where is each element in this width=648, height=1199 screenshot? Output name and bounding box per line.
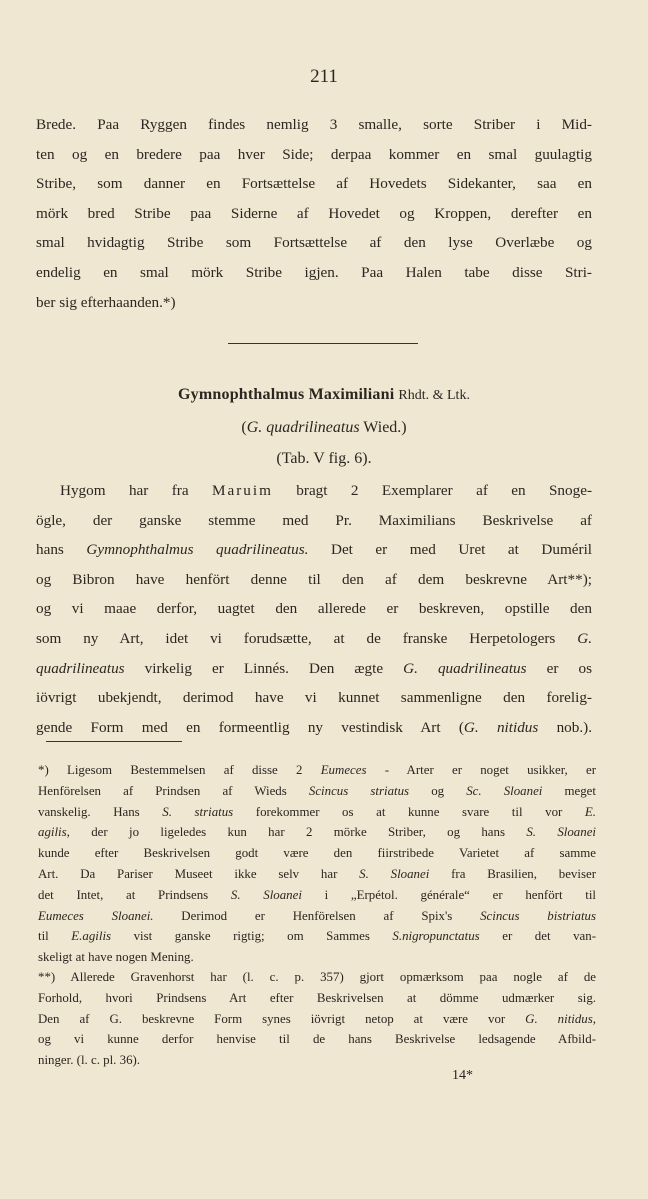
footnote-line: **) Allerede Gravenhorst har (l. c. p. 357) gjort opmærksom paa nogle af de <box>38 970 596 984</box>
footnote-2 <box>38 967 596 1071</box>
species-authority: Rhdt. & Ltk. <box>398 388 470 403</box>
paragraph-species-text <box>36 476 592 742</box>
text-line: som ny Art, idet vi forudsætte, at de franske Herpetologers G. <box>36 629 592 647</box>
footnote-divider <box>46 741 182 742</box>
text-line: ten og en bredere paa hver Side; derpaa kommer en smal guulagtig <box>36 145 592 163</box>
species-synonym: (G. quadrilineatus Wied.) <box>241 419 407 436</box>
footnote-line: agilis, der jo ligeledes kun har 2 mörke Striber, og hans S. Sloanei <box>38 825 596 840</box>
text-line: endelig en smal mörk Stribe igjen. Paa Halen tabe disse Stri- <box>36 263 592 281</box>
text-line: smal hvidagtig Stribe som Fortsættelse af den lyse Overlæbe og <box>36 234 592 252</box>
page-number: 211 <box>310 66 338 87</box>
text-line: quadrilineatus virkelig er Linnés. Den ægte G. quadrilineatus er os <box>36 659 592 677</box>
footnote-line: Den af G. beskrevne Form synes iövrigt netop at være vor G. nitidus, <box>38 1011 596 1026</box>
footnote-line: Henförelsen af Prindsen af Wieds Scincus striatus og Sc. Sloanei meget <box>38 783 596 798</box>
text-line: ber sig efterhaanden.*) <box>36 293 176 311</box>
footnote-1 <box>38 760 596 968</box>
text-line: mörk bred Stribe paa Siderne af Hovedet og Kroppen, derefter en <box>36 204 592 222</box>
paragraph-description <box>36 110 592 317</box>
footnote-line: til E.agilis vist ganske rigtig; om Sammes S.nigropunctatus er det van- <box>38 929 596 944</box>
footnote-line: Eumeces Sloanei. Derimod er Henförelsen af Spix's Scincus bistriatus <box>38 908 596 923</box>
text-line: Stribe, som danner en Fortsættelse af Hovedets Sidekanter, saa en <box>36 175 592 193</box>
footnote-line: skeligt at have nogen Mening. <box>38 950 194 965</box>
signature-mark: 14* <box>452 1068 473 1083</box>
species-heading <box>0 386 648 404</box>
footnote-line: Art. Da Pariser Museet ikke selv har S. Sloanei fra Brasilien, beviser <box>38 866 596 881</box>
section-divider <box>228 343 418 344</box>
footnote-line: *) Ligesom Bestemmelsen af disse 2 Eumeces - Arter er noget usikker, er <box>38 763 597 777</box>
text-line: og Bibron have henfört denne til den af dem beskrevne Art**); <box>36 570 592 588</box>
footnote-line: og vi kunne derfor henvise til de hans Beskrivelse ledsagende Afbild- <box>38 1032 596 1047</box>
species-name: Gymnophthalmus Maximiliani <box>178 386 395 403</box>
text-line: og vi maae derfor, uagtet den allerede er beskreven, opstille den <box>36 600 592 618</box>
text-line: Brede. Paa Ryggen findes nemlig 3 smalle, sorte Striber i Mid- <box>36 116 592 133</box>
text-line: ögle, der ganske stemme med Pr. Maximilians Beskrivelse af <box>36 511 592 529</box>
footnote-line: Forhold, hvori Prindsens Art efter Beskrivelsen at dömme udmærker sig. <box>38 990 596 1005</box>
text-line: hans Gymnophthalmus quadrilineatus. Det er med Uret at Duméril <box>36 541 593 559</box>
text-line: gende Form med en formeentlig ny vestindisk Art (G. nitidus nob.). <box>36 718 592 736</box>
text-line: iövrigt ubekjendt, derimod have vi kunnet sammenligne den forelig- <box>36 689 592 707</box>
text-line: Hygom har fra Maruim bragt 2 Exemplarer af en Snoge- <box>60 482 593 499</box>
footnote-line: vanskelig. Hans S. striatus forekommer os at kunne svare til vor E. <box>38 804 596 819</box>
footnote-line: det Intet, at Prindsens S. Sloanei i „Erpétol. générale“ er henfört til <box>38 887 596 902</box>
plate-reference: (Tab. V fig. 6). <box>276 450 372 467</box>
footnote-line: ninger. (l. c. pl. 36). <box>38 1053 141 1068</box>
footnote-line: kunde efter Beskrivelsen godt være den fiirstribede Varietet af samme <box>38 846 596 861</box>
